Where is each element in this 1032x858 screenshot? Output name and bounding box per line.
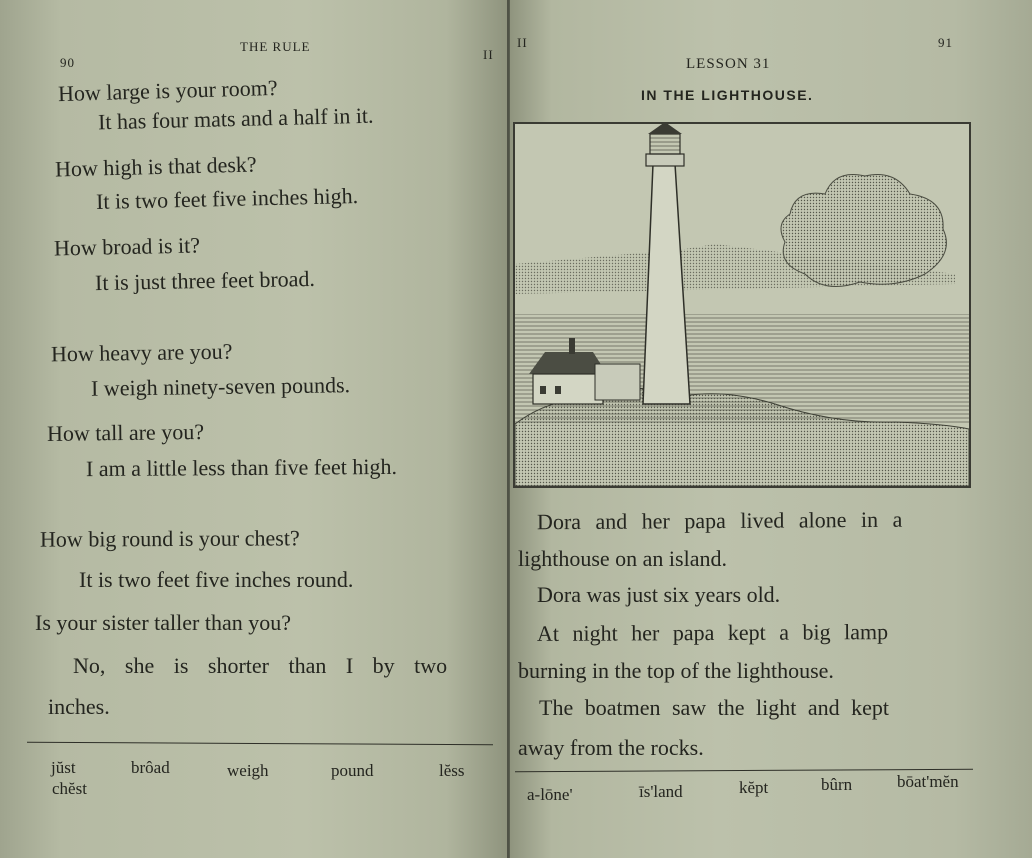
vocab-word: chĕst	[52, 779, 87, 798]
text-line-answer: No, she is shorter than I by two	[73, 653, 448, 678]
vocab-word: bûrn	[821, 775, 853, 794]
text-line: burning in the top of the lighthouse.	[518, 658, 834, 683]
footnote-rule	[27, 742, 493, 745]
text-line-question: How big round is your chest?	[39, 525, 300, 552]
vocab-word: bōat'mĕn	[897, 772, 959, 791]
text-line-answer: It is two feet five inches round.	[79, 567, 354, 592]
page-number: 91	[938, 35, 953, 50]
vocab-word: īs'land	[639, 782, 683, 801]
lighthouse-illustration	[513, 122, 971, 488]
text-line-answer: I am a little less than five feet high.	[85, 453, 398, 482]
lesson-title: LESSON 31	[686, 56, 771, 72]
vocab-word: brôad	[131, 758, 170, 777]
corner-mark: II	[483, 47, 494, 62]
vocab-word: weigh	[227, 761, 269, 780]
running-head: THE RULE	[240, 39, 311, 54]
vocab-word: jŭst	[51, 758, 76, 777]
text-line: Dora was just six years old.	[537, 582, 781, 607]
text-line-answer: It is just three feet broad.	[94, 265, 316, 296]
text-line-question: How heavy are you?	[50, 338, 233, 367]
text-line-answer: It is two feet five inches high.	[95, 183, 359, 214]
vocab-word: a-lōne'	[527, 785, 573, 804]
lesson-subtitle: IN THE LIGHTHOUSE.	[641, 87, 814, 103]
vocab-word: lĕss	[439, 761, 465, 780]
page-number: 90	[60, 55, 75, 70]
text-line-answer: I weigh ninety-seven pounds.	[90, 372, 351, 401]
text-line-answer: It has four mats and a half in it.	[97, 102, 374, 135]
vocab-word: kĕpt	[739, 778, 769, 797]
corner-mark: II	[517, 35, 528, 50]
text-line-question: How high is that desk?	[54, 151, 257, 182]
left-page	[0, 0, 507, 858]
text-line-question: How large is your room?	[57, 74, 278, 107]
text-line: lighthouse on an island.	[518, 546, 727, 571]
text-line-question: Is your sister taller than you?	[35, 610, 291, 635]
text-line-question: How broad is it?	[53, 232, 201, 261]
vocab-word: pound	[331, 761, 374, 780]
text-line: away from the rocks.	[518, 735, 704, 760]
text-line: The boatmen saw the light and kept	[539, 695, 890, 720]
text-line-answer: inches.	[48, 694, 110, 719]
text-line: At night her papa kept a big lamp	[536, 619, 889, 646]
text-line-question: How tall are you?	[46, 419, 205, 446]
right-page	[510, 0, 1032, 858]
text-line: Dora and her papa lived alone in a	[536, 506, 903, 535]
lighthouse-drawing	[515, 124, 969, 486]
